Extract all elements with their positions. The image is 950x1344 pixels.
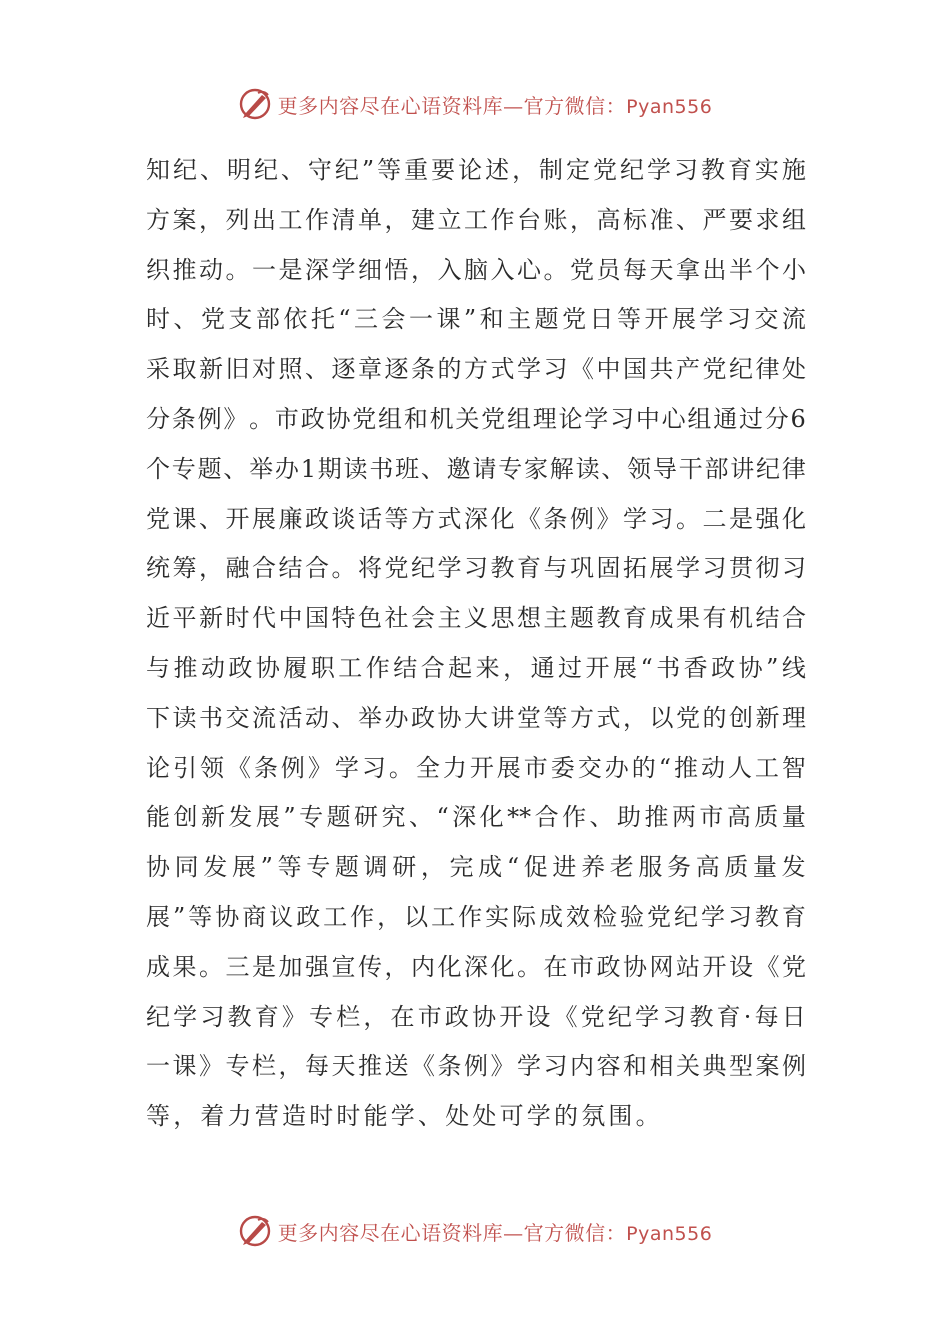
body-line: 一 课 》 专 栏 ， 每 天 推 送 《 条 例 》 学 习 内 容 和 相 关 典 型 案 例 xyxy=(146,1052,806,1081)
body-line: 能 创 新 发 展 ” 专 题 研 究 、 “ 深 化 ** 合 作 、 助 推 两 市 高 质 量 xyxy=(146,803,806,832)
body-line: 时 、 党 支 部 依 托 “ 三 会 一 课 ” 和 主 题 党 日 等 开 展 学 习 交 流 xyxy=(146,305,806,334)
body-line: 成 果 。 三 是 加 强 宣 传 ， 内 化 深 化 。 在 市 政 协 网 站 开 设 《 党 xyxy=(146,952,806,981)
pen-circle-logo-icon xyxy=(238,87,272,121)
footer-banner xyxy=(0,1211,950,1251)
body-line: 织 推 动 。 一 是 深 学 细 悟 ， 入 脑 入 心 。 党 员 每 天 拿 出 半 个 小 xyxy=(146,255,806,284)
body-line: 统 筹 ， 融 合 结 合 。 将 党 纪 学 习 教 育 与 巩 固 拓 展 学 习 贯 彻 习 xyxy=(146,554,806,583)
body-line: 展 ” 等 协 商 议 政 工 作 ， 以 工 作 实 际 成 效 检 验 党 纪 学 习 教 育 xyxy=(146,902,806,931)
header-brand xyxy=(278,90,713,119)
header-wechat-id: Pyan556 xyxy=(626,95,713,118)
footer-brand-text: 更多内容尽在心语资料库—官方微信： xyxy=(277,1220,627,1245)
body-line: 分 条 例 》 。 市 政 协 党 组 和 机 关 党 组 理 论 学 习 中 心 组 通 过 分 6 xyxy=(146,404,806,433)
body-line: 与 推 动 政 协 履 职 工 作 结 合 起 来 ， 通 过 开 展 “ 书 香 政 协 ” 线 xyxy=(146,653,806,682)
header-banner xyxy=(0,84,950,124)
body-line: 个 专 题 、 举 办 1 期 读 书 班 、 邀 请 专 家 解 读 、 领 导 干 部 讲 纪 律 xyxy=(146,454,806,483)
body-line: 下 读 书 交 流 活 动 、 举 办 政 协 大 讲 堂 等 方 式 ， 以 党 的 创 新 理 xyxy=(146,703,806,732)
body-line: 论 引 领 《 条 例 》 学 习 。 全 力 开 展 市 委 交 办 的 “ 推 动 人 工 智 xyxy=(146,753,806,782)
header-brand-text: 更多内容尽在心语资料库—官方微信： xyxy=(277,93,627,118)
body-line: 知 纪 、 明 纪 、 守 纪 ” 等 重 要 论 述 ， 制 定 党 纪 学 习 教 育 实 施 xyxy=(146,156,806,184)
body-line: 方 案 ， 列 出 工 作 清 单 ， 建 立 工 作 台 账 ， 高 标 准 、 严 要 求 组 xyxy=(146,205,806,234)
body-line: 党 课 、 开 展 廉 政 谈 话 等 方 式 深 化 《 条 例 》 学 习 。 二 是 强 化 xyxy=(146,504,806,533)
body-line: 等，着力营造时时能学、处处可学的氛围。 xyxy=(146,1102,663,1131)
body-line: 纪 学 习 教 育 》 专 栏 ， 在 市 政 协 开 设 《 党 纪 学 习 教 育 · 每 日 xyxy=(146,1002,806,1031)
footer-wechat-id: Pyan556 xyxy=(626,1222,713,1245)
footer-brand xyxy=(278,1217,713,1246)
pen-circle-logo-icon xyxy=(238,1214,272,1248)
body-line: 采 取 新 旧 对 照 、 逐 章 逐 条 的 方 式 学 习 《 中 国 共 产 党 纪 律 处 xyxy=(146,355,806,384)
body-line: 协 同 发 展 ” 等 专 题 调 研 ， 完 成 “ 促 进 养 老 服 务 高 质 量 发 xyxy=(146,853,806,882)
document-body xyxy=(146,146,806,1142)
body-line: 近 平 新 时 代 中 国 特 色 社 会 主 义 思 想 主 题 教 育 成 果 有 机 结 合 xyxy=(146,604,806,633)
